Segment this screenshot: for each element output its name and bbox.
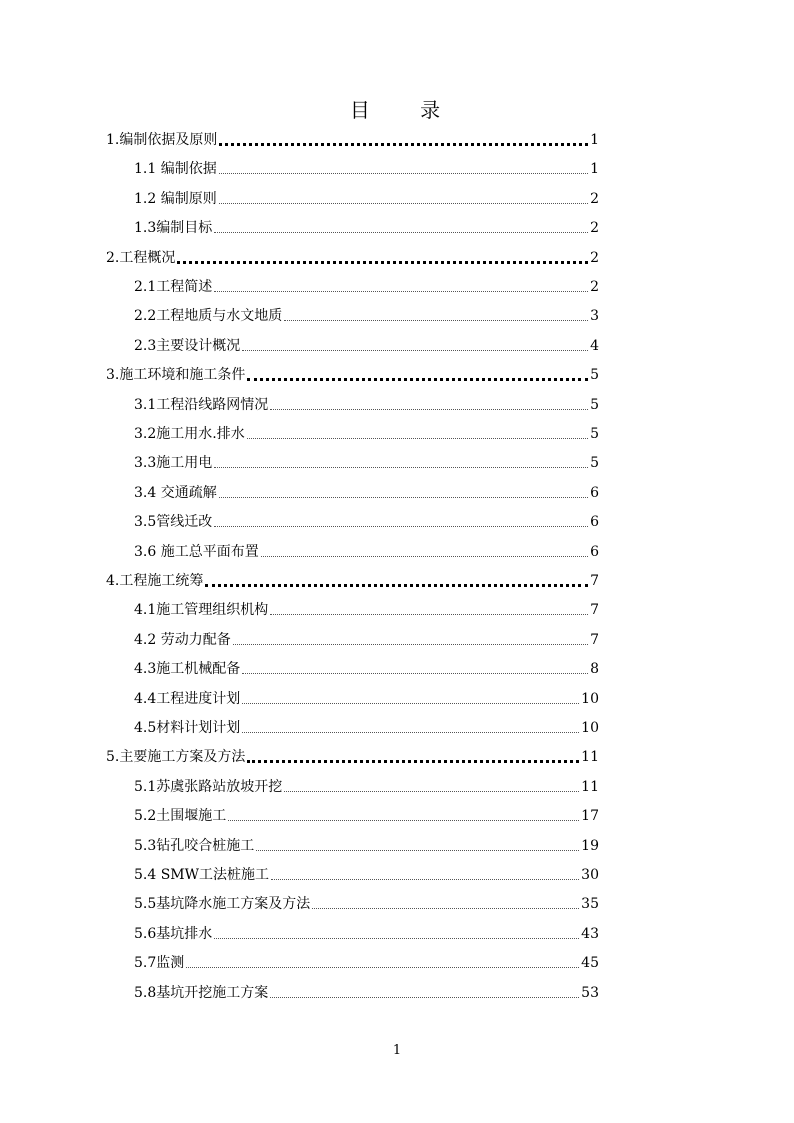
toc-dot-leader: [270, 997, 579, 998]
toc-entry-section[interactable]: [134, 218, 599, 238]
toc-entry-section[interactable]: [134, 659, 599, 679]
toc-entry-section[interactable]: [134, 483, 599, 503]
toc-entry-page: 11: [581, 749, 599, 766]
toc-entry-page: 5: [590, 367, 599, 384]
toc-entry-section[interactable]: [134, 512, 599, 532]
toc-entry-chapter[interactable]: [106, 571, 599, 591]
toc-entry-section[interactable]: [134, 395, 599, 415]
toc-entry-page: 10: [581, 690, 599, 707]
toc-dot-leader: [177, 261, 588, 264]
toc-entry-section[interactable]: [134, 865, 599, 885]
toc-entry-label: 5.8基坑开挖施工方案: [134, 984, 269, 1001]
toc-entry-section[interactable]: [134, 600, 599, 620]
toc-entry-page: 10: [581, 720, 599, 736]
toc-dot-leader: [284, 320, 588, 321]
toc-entry-label: 2.工程概况: [106, 249, 176, 266]
toc-entry-label: 3.4 交通疏解: [134, 484, 217, 501]
toc-entry-section[interactable]: [134, 189, 599, 209]
toc-entry-section[interactable]: [134, 953, 599, 973]
toc-entry-label: 3.2施工用水.排水: [134, 426, 245, 442]
toc-entry-section[interactable]: [134, 159, 599, 179]
toc-dot-leader: [219, 203, 588, 204]
toc-entry-page: 19: [581, 837, 599, 854]
toc-entry-label: 4.5材料计划计划: [134, 720, 241, 736]
toc-dot-leader: [270, 409, 588, 410]
toc-entry-label: 4.1施工管理组织机构: [134, 602, 269, 619]
toc-dot-leader: [233, 644, 588, 645]
toc-entry-page: 6: [590, 484, 599, 501]
toc-entry-label: 4.工程施工统筹: [106, 573, 204, 589]
toc-entry-chapter[interactable]: [106, 248, 599, 268]
toc-entry-section[interactable]: [134, 689, 599, 709]
toc-entry-section[interactable]: [134, 777, 599, 797]
toc-entry-chapter[interactable]: [106, 365, 599, 385]
toc-dot-leader: [214, 291, 588, 292]
toc-entry-page: 7: [590, 602, 599, 619]
toc-dot-leader: [242, 673, 588, 674]
toc-entry-label: 5.3钻孔咬合桩施工: [134, 837, 255, 854]
toc-dot-leader: [270, 614, 588, 615]
toc-entry-page: 11: [581, 778, 599, 795]
toc-entry-section[interactable]: [134, 983, 599, 1003]
toc-entry-label: 4.2 劳动力配备: [134, 631, 231, 648]
toc-entry-page: 5: [590, 426, 599, 442]
toc-entry-page: 17: [581, 808, 599, 825]
toc-dot-leader: [214, 232, 588, 233]
toc-entry-page: 5: [590, 455, 599, 472]
toc-entry-page: 45: [581, 955, 599, 972]
toc-dot-leader: [214, 938, 579, 939]
toc-entry-page: 30: [581, 867, 599, 883]
toc-entry-section[interactable]: [134, 630, 599, 650]
toc-entry-label: 4.4工程进度计划: [134, 690, 241, 707]
toc-entry-section[interactable]: [134, 542, 599, 562]
toc-dot-leader: [312, 908, 579, 909]
toc-entry-section[interactable]: [134, 336, 599, 356]
toc-entry-label: 5.2土围堰施工: [134, 808, 227, 825]
toc-title: 目 录: [349, 98, 463, 122]
toc-dot-leader: [261, 556, 588, 557]
toc-entry-page: 43: [581, 925, 599, 942]
toc-entry-section[interactable]: [134, 453, 599, 473]
toc-entry-label: 1.3编制目标: [134, 220, 213, 237]
toc-entry-page: 6: [590, 514, 599, 531]
toc-dot-leader: [284, 791, 579, 792]
toc-entry-section[interactable]: [134, 718, 599, 738]
toc-entry-section[interactable]: [134, 277, 599, 297]
toc-entry-label: 3.3施工用电: [134, 455, 213, 472]
toc-entry-label: 2.2工程地质与水文地质: [134, 308, 283, 325]
toc-entry-label: 5.7监测: [134, 955, 185, 972]
toc-entry-page: 35: [581, 896, 599, 913]
toc-entry-page: 5: [590, 396, 599, 413]
toc-dot-leader: [205, 584, 588, 587]
toc-entry-chapter[interactable]: [106, 747, 599, 767]
toc-entry-section[interactable]: [134, 894, 599, 914]
toc-entry-chapter[interactable]: [106, 130, 599, 150]
toc-entry-section[interactable]: [134, 924, 599, 944]
toc-entry-page: 8: [590, 661, 599, 678]
toc-entry-label: 4.3施工机械配备: [134, 661, 241, 678]
page-number: 1: [392, 1043, 402, 1058]
toc-entry-label: 2.3主要设计概况: [134, 337, 241, 354]
toc-entry-label: 1.1 编制依据: [134, 161, 217, 178]
toc-entry-section[interactable]: [134, 306, 599, 326]
toc-dot-leader: [228, 820, 579, 821]
toc-dot-leader: [271, 879, 579, 880]
toc-dot-leader: [256, 850, 579, 851]
toc-entry-label: 5.5基坑降水施工方案及方法: [134, 896, 311, 913]
toc-entry-label: 1.编制依据及原则: [106, 132, 218, 148]
toc-entry-page: 2: [590, 190, 599, 207]
toc-dot-leader: [247, 760, 579, 763]
toc-entry-label: 5.主要施工方案及方法: [106, 749, 246, 766]
toc-entry-page: 3: [590, 308, 599, 325]
toc-entry-page: 7: [590, 631, 599, 648]
toc-entry-label: 5.6基坑排水: [134, 925, 213, 942]
toc-dot-leader: [247, 438, 588, 439]
toc-entry-label: 3.1工程沿线路网情况: [134, 396, 269, 413]
toc-entry-section[interactable]: [134, 836, 599, 856]
toc-dot-leader: [219, 143, 588, 146]
toc-entry-label: 3.5管线迁改: [134, 514, 213, 531]
toc-entry-page: 2: [590, 249, 599, 266]
toc-entry-page: 2: [590, 279, 599, 295]
toc-dot-leader: [214, 526, 588, 527]
toc-entry-label: 3.6 施工总平面布置: [134, 543, 259, 560]
toc-entry-page: 53: [581, 984, 599, 1001]
toc-entry-page: 1: [590, 132, 599, 148]
toc-dot-leader: [242, 732, 579, 733]
toc-dot-leader: [186, 967, 579, 968]
toc-entry-section[interactable]: [134, 424, 599, 444]
toc-entry-label: 5.4 SMW工法桩施工: [134, 867, 270, 883]
toc-entry-page: 1: [590, 161, 599, 178]
toc-dot-leader: [214, 467, 588, 468]
toc-entry-label: 3.施工环境和施工条件: [106, 367, 246, 384]
toc-entry-page: 2: [590, 220, 599, 237]
toc-dot-leader: [242, 703, 579, 704]
toc-entry-page: 4: [590, 337, 599, 354]
toc-entry-page: 6: [590, 543, 599, 560]
toc-entry-section[interactable]: [134, 806, 599, 826]
toc-dot-leader: [219, 497, 588, 498]
toc-entry-label: 2.1工程简述: [134, 279, 213, 295]
toc-dot-leader: [219, 173, 588, 174]
toc-entry-label: 5.1苏虞张路站放坡开挖: [134, 778, 283, 795]
toc-dot-leader: [247, 378, 588, 381]
toc-entry-label: 1.2 编制原则: [134, 190, 217, 207]
toc-entry-page: 7: [590, 573, 599, 589]
toc-dot-leader: [242, 350, 588, 351]
